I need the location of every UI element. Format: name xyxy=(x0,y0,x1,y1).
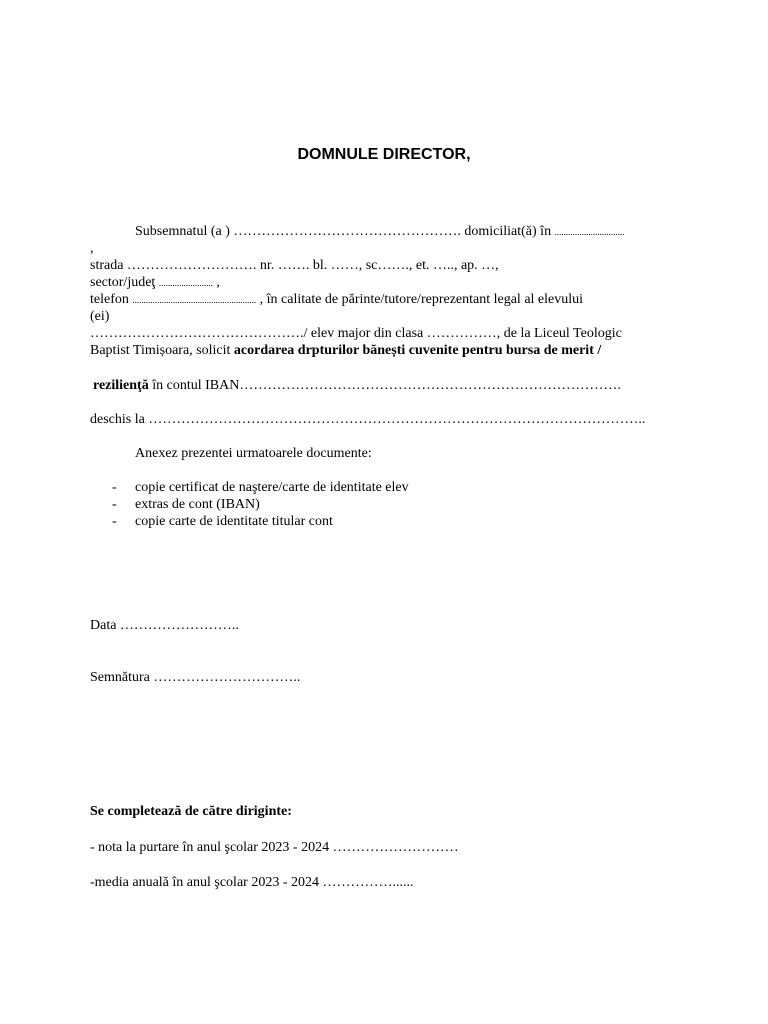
date-line: Data …………………….. xyxy=(90,618,239,633)
ei-line: (ei) xyxy=(90,309,110,324)
sector-label: sector/judeţ xyxy=(90,275,159,290)
comma-line: , xyxy=(90,241,94,256)
solicit-line xyxy=(90,342,601,359)
iban-text: în contul IBAN………………………………………………………………………. xyxy=(148,378,621,393)
media-anuala-line: -media anuală în anul şcolar 2023 - 2024 ……………...... xyxy=(90,875,414,890)
rezilienta-text: rezilienţă xyxy=(93,378,149,393)
list-item-text: copie certificat de naştere/carte de identitate elev xyxy=(135,480,409,495)
page-title: DOMNULE DIRECTOR, xyxy=(297,146,471,163)
bullet-marker: - xyxy=(112,497,117,512)
diriginte-heading: Se completează de către diriginte: xyxy=(90,804,292,819)
acordarea-text: acordarea drpturilor bănești cuvenite pentru bursa de merit / xyxy=(233,343,602,358)
calitate-text: , în calitate de părinte/tutore/reprezentant legal al elevului xyxy=(256,292,584,307)
iban-line xyxy=(93,377,621,394)
sector-line xyxy=(90,274,220,292)
subsemnatul-line xyxy=(135,223,624,241)
telefon-blank: ....................................................... xyxy=(132,295,257,305)
elev-line: ………………………………………./ elev major din clasa ……………, de la Liceul Teologic xyxy=(90,326,622,341)
list-item-text: extras de cont (IBAN) xyxy=(135,497,260,512)
nota-purtare-line: - nota la purtare în anul şcolar 2023 - 2024 ……………………… xyxy=(90,840,459,855)
deschis-line: deschis la …………………………………………………………………………………………….. xyxy=(90,412,646,427)
domiciliu-blank: ............................... xyxy=(554,227,625,237)
telefon-line xyxy=(90,291,583,309)
list-item-text: copie carte de identitate titular cont xyxy=(135,514,333,529)
anexez-line: Anexez prezentei urmatoarele documente: xyxy=(135,446,372,461)
sector-blank: ........................ xyxy=(158,278,213,288)
strada-line: strada ………………………. nr. ……. bl. ……, sc……., et. ….., ap. …, xyxy=(90,258,499,273)
bullet-marker: - xyxy=(112,514,117,529)
subsemnatul-text: Subsemnatul (a ) …………………………………………. domiciliat(ă) în xyxy=(135,224,555,239)
solicit-text: Baptist Timișoara, solicit xyxy=(90,343,234,358)
sector-comma: , xyxy=(212,275,220,290)
signature-line: Semnătura ………………………….. xyxy=(90,670,301,685)
bullet-marker: - xyxy=(112,480,117,495)
telefon-label: telefon xyxy=(90,292,133,307)
